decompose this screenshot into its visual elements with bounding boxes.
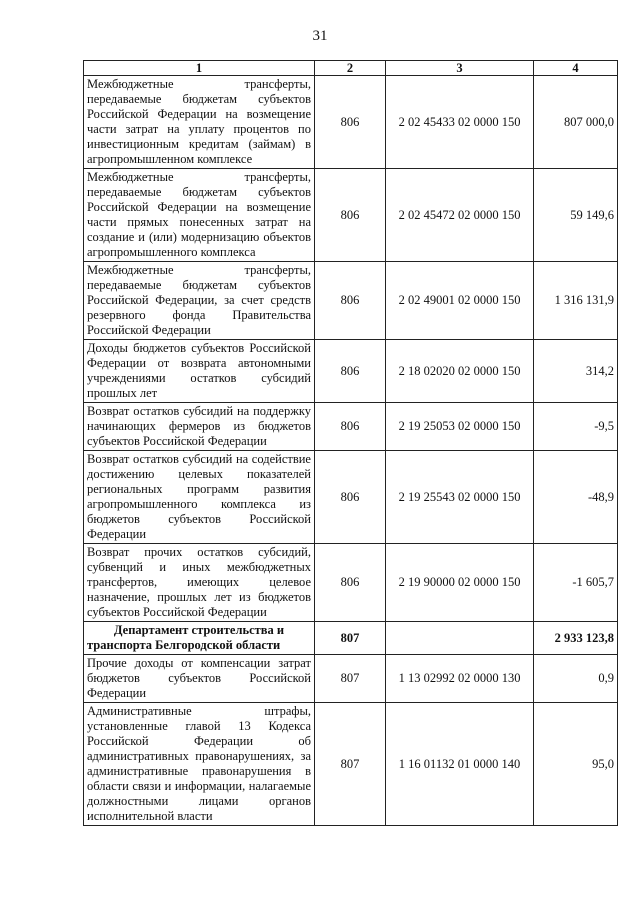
row-name: Административные штрафы, установленные главой 13 Кодекса Российской Федерации об административных правонарушениях, за административные правонарушения в области связи и информации, налагаемые должностными лицами органов исполнительной власти [84, 703, 315, 826]
row-amount: -48,9 [534, 451, 618, 544]
row-budget-code: 2 02 45472 02 0000 150 [386, 169, 534, 262]
header-col-2: 2 [315, 61, 386, 76]
budget-table [83, 60, 618, 826]
row-amount: 314,2 [534, 340, 618, 403]
table-row [84, 169, 618, 262]
department-code: 807 [315, 622, 386, 655]
row-budget-code: 2 02 49001 02 0000 150 [386, 262, 534, 340]
table-row [84, 340, 618, 403]
row-budget-code: 2 19 25053 02 0000 150 [386, 403, 534, 451]
row-admin-code: 806 [315, 76, 386, 169]
row-name: Прочие доходы от компенсации затрат бюджетов субъектов Российской Федерации [84, 655, 315, 703]
row-budget-code: 2 19 90000 02 0000 150 [386, 544, 534, 622]
row-admin-code: 806 [315, 169, 386, 262]
row-amount: 1 316 131,9 [534, 262, 618, 340]
row-amount: 807 000,0 [534, 76, 618, 169]
row-admin-code: 806 [315, 544, 386, 622]
table-header-row [84, 61, 618, 76]
table-row [84, 76, 618, 169]
row-name: Межбюджетные трансферты, передаваемые бюджетам субъектов Российской Федерации на возмещение части затрат на уплату процентов по инвестиционным кредитам (займам) в агропромышленном комплексе [84, 76, 315, 169]
row-budget-code: 1 13 02992 02 0000 130 [386, 655, 534, 703]
row-amount: 95,0 [534, 703, 618, 826]
row-admin-code: 806 [315, 340, 386, 403]
row-name: Межбюджетные трансферты, передаваемые бюджетам субъектов Российской Федерации на возмещение части прямых понесенных затрат на создание и (или) модернизацию объектов агропромышленного комплекса [84, 169, 315, 262]
row-amount: 0,9 [534, 655, 618, 703]
header-col-1: 1 [84, 61, 315, 76]
table-row [84, 544, 618, 622]
page-number: 31 [312, 28, 328, 44]
row-amount: 59 149,6 [534, 169, 618, 262]
row-admin-code: 806 [315, 451, 386, 544]
department-budget-code [386, 622, 534, 655]
row-admin-code: 806 [315, 262, 386, 340]
row-budget-code: 2 18 02020 02 0000 150 [386, 340, 534, 403]
table-row [84, 655, 618, 703]
row-admin-code: 806 [315, 403, 386, 451]
row-name: Доходы бюджетов субъектов Российской Федерации от возврата автономными учреждениями остатков субсидий прошлых лет [84, 340, 315, 403]
header-col-4: 4 [534, 61, 618, 76]
row-budget-code: 2 19 25543 02 0000 150 [386, 451, 534, 544]
row-budget-code: 2 02 45433 02 0000 150 [386, 76, 534, 169]
row-name: Возврат остатков субсидий на поддержку начинающих фермеров из бюджетов субъектов Российской Федерации [84, 403, 315, 451]
table-row [84, 451, 618, 544]
department-row [84, 622, 618, 655]
row-name: Межбюджетные трансферты, передаваемые бюджетам субъектов Российской Федерации, за счет средств резервного фонда Правительства Российской Федерации [84, 262, 315, 340]
table-row [84, 403, 618, 451]
department-name: Департамент строительства и транспорта Белгородской области [84, 622, 315, 655]
row-budget-code: 1 16 01132 01 0000 140 [386, 703, 534, 826]
row-admin-code: 807 [315, 655, 386, 703]
table-row [84, 703, 618, 826]
row-name: Возврат прочих остатков субсидий, субвенций и иных межбюджетных трансфертов, имеющих целевое назначение, прошлых лет из бюджетов субъектов Российской Федерации [84, 544, 315, 622]
department-total: 2 933 123,8 [534, 622, 618, 655]
header-col-3: 3 [386, 61, 534, 76]
row-name: Возврат остатков субсидий на содействие достижению целевых показателей региональных программ развития агропромышленного комплекса из бюджетов субъектов Российской Федерации [84, 451, 315, 544]
row-amount: -9,5 [534, 403, 618, 451]
row-amount: -1 605,7 [534, 544, 618, 622]
table-row [84, 262, 618, 340]
row-admin-code: 807 [315, 703, 386, 826]
